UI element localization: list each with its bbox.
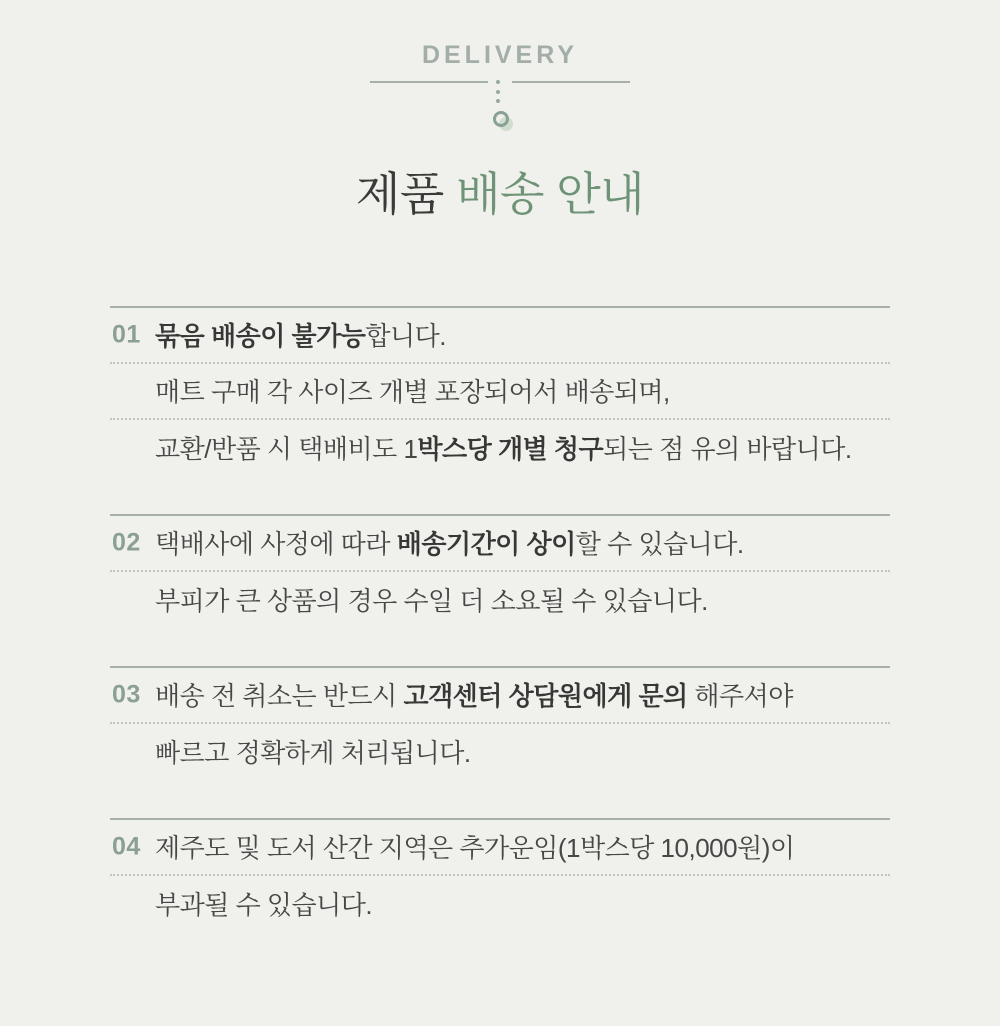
section-text bbox=[155, 372, 670, 409]
section-number: 04 bbox=[112, 832, 141, 861]
section-text bbox=[155, 828, 794, 865]
section-body-row bbox=[110, 364, 890, 420]
text-run: 부과될 수 있습니다. bbox=[155, 890, 373, 921]
text-run: 제주도 및 도서 산간 지역은 추가운임(1박스당 10,000원)이 bbox=[155, 833, 795, 864]
page-title bbox=[0, 168, 1000, 221]
emphasis-text: 묶음 배송이 불가능 bbox=[155, 321, 366, 352]
emphasis-text: 고객센터 상담원에게 문의 bbox=[403, 681, 688, 712]
section-text bbox=[155, 676, 793, 713]
delivery-section-02 bbox=[110, 514, 890, 628]
section-text bbox=[155, 316, 446, 353]
section-heading-row bbox=[110, 668, 890, 724]
title-delivery-text: 배송 안내 bbox=[456, 168, 645, 220]
section-text bbox=[155, 429, 852, 466]
ornament-dot bbox=[496, 80, 500, 84]
section-number: 02 bbox=[112, 528, 141, 557]
text-run: 부피가 큰 상품의 경우 수일 더 소요될 수 있습니다. bbox=[155, 586, 708, 617]
section-body-row bbox=[110, 572, 890, 628]
section-number: 01 bbox=[112, 320, 141, 349]
delivery-section-03 bbox=[110, 666, 890, 780]
section-body-row bbox=[110, 420, 890, 476]
ornament-dot bbox=[496, 90, 500, 94]
text-run: 빠르고 정확하게 처리됩니다. bbox=[155, 738, 471, 769]
title-product-text: 제품 bbox=[355, 168, 457, 220]
text-run: 할 수 있습니다. bbox=[575, 529, 744, 560]
text-run: 되는 점 유의 바랍니다. bbox=[603, 434, 852, 465]
ornament-ring-icon bbox=[493, 111, 509, 127]
section-heading-row bbox=[110, 820, 890, 876]
section-text bbox=[155, 581, 708, 618]
delivery-section-01 bbox=[110, 306, 890, 476]
text-run: 교환/반품 시 택배비도 1 bbox=[155, 434, 418, 465]
text-run: 합니다. bbox=[365, 321, 446, 352]
section-body-row bbox=[110, 724, 890, 780]
ornament-dot bbox=[496, 99, 500, 103]
section-heading-row bbox=[110, 308, 890, 364]
section-body-row bbox=[110, 876, 890, 932]
section-text bbox=[155, 733, 471, 770]
delivery-sections bbox=[110, 306, 890, 932]
section-text bbox=[155, 524, 744, 561]
text-run: 매트 구매 각 사이즈 개별 포장되어서 배송되며, bbox=[155, 377, 670, 408]
header-ornament bbox=[370, 76, 630, 132]
page-header bbox=[0, 0, 1000, 221]
text-run: 해주셔야 bbox=[687, 681, 793, 712]
emphasis-text: 배송기간이 상이 bbox=[396, 529, 576, 560]
text-run: 배송 전 취소는 반드시 bbox=[155, 681, 404, 712]
delivery-eyebrow: DELIVERY bbox=[421, 41, 579, 69]
emphasis-text: 박스당 개별 청구 bbox=[417, 434, 604, 465]
text-run: 택배사에 사정에 따라 bbox=[155, 529, 397, 560]
section-number: 03 bbox=[112, 680, 141, 709]
ornament-line-right bbox=[512, 81, 630, 83]
section-heading-row bbox=[110, 516, 890, 572]
section-text bbox=[155, 885, 372, 922]
ornament-line-left bbox=[370, 81, 488, 83]
delivery-section-04 bbox=[110, 818, 890, 932]
